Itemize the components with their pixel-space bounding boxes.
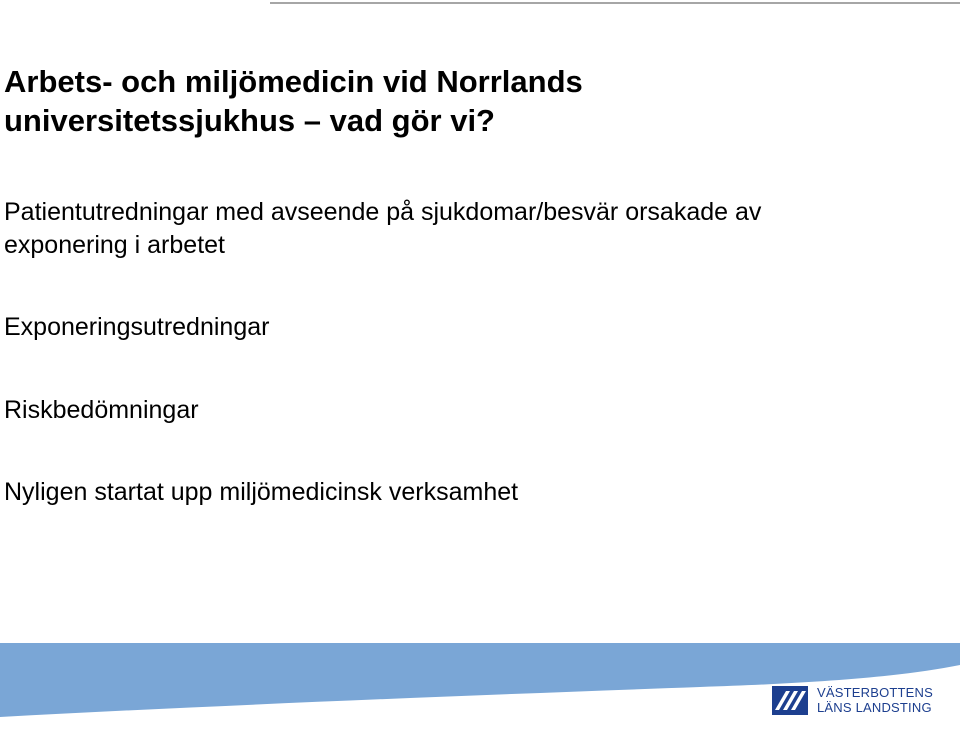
body-item-line-2: exponering i arbetet (4, 231, 225, 259)
slide-title (4, 62, 904, 140)
slide-title-line-1: Arbets- och miljömedicin vid Norrlands (4, 64, 583, 99)
body-item-exposure-investigations: Exponeringsutredningar (4, 313, 270, 341)
logo-text-line-2: LÄNS LANDSTING (817, 700, 932, 715)
body-item-risk-assessments: Riskbedömningar (4, 396, 199, 424)
top-divider (270, 2, 960, 4)
logo-text (817, 685, 933, 715)
body-item-line-1: Patientutredningar med avseende på sjukdomar/besvär orsakade av (4, 198, 762, 226)
slide-title-line-2: universitetssjukhus – vad gör vi? (4, 103, 495, 138)
landsting-logo (772, 685, 932, 719)
body-item-patient-investigations (4, 196, 761, 262)
logo-text-line-1: VÄSTERBOTTENS (817, 685, 934, 700)
body-item-environmental-medicine: Nyligen startat upp miljömedicinsk verksamhet (4, 478, 519, 506)
landsting-logo-icon (772, 686, 808, 715)
